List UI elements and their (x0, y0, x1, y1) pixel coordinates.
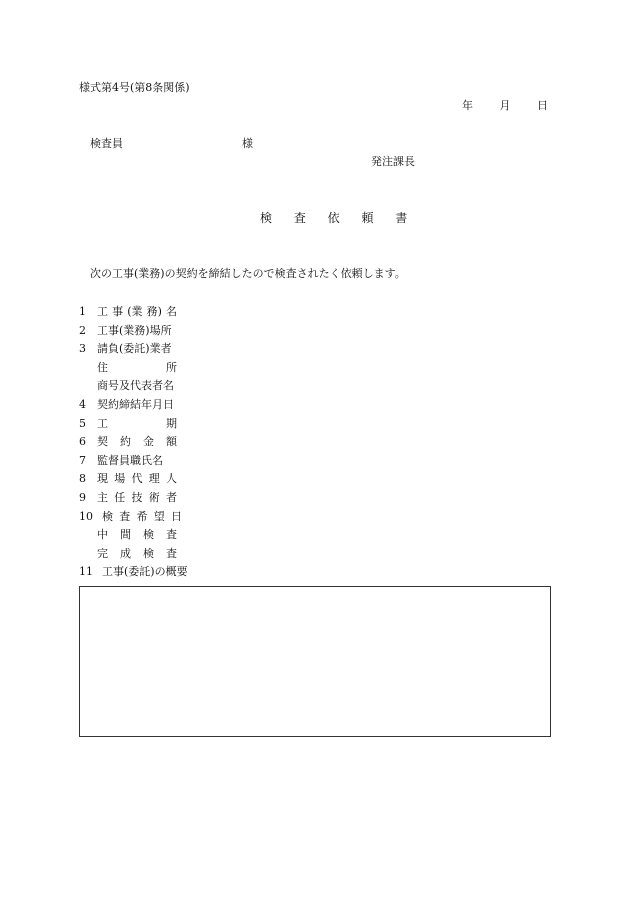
item-label: 完 成 検 査 (97, 547, 177, 560)
inspector-honorific: 様 (242, 137, 253, 150)
item-number: 5 (79, 417, 86, 430)
item-number: 2 (79, 324, 86, 337)
item-label: 契 約 金 額 (97, 435, 177, 448)
item-number: 3 (79, 342, 86, 355)
document-title: 検 査 依 頼 書 (260, 211, 417, 225)
item-label: 監督員職氏名 (97, 454, 163, 467)
form-number: 様式第4号(第8条関係) (79, 81, 190, 94)
item-number: 6 (79, 435, 86, 448)
item-number: 7 (79, 454, 86, 467)
item-label: 現 場 代 理 人 (97, 472, 177, 485)
item-number: 8 (79, 472, 86, 485)
sender-title: 発注課長 (371, 155, 415, 168)
item-label: 工事(業務)場所 (97, 324, 172, 337)
item-label: 主 任 技 術 者 (97, 491, 177, 504)
inspector-label: 検査員 (90, 137, 123, 150)
item-label: 工 期 (97, 417, 177, 430)
item-label: 契約締結年月日 (97, 398, 174, 411)
item-label: 工事(委託)の概要 (102, 565, 188, 578)
date-fields (462, 99, 548, 113)
item-number: 4 (79, 398, 86, 411)
intro-text: 次の工事(業務)の契約を締結したので検査されたく依頼します。 (90, 267, 406, 280)
item-number: 10 (79, 510, 93, 523)
date-month-label: 月 (499, 99, 511, 112)
item-label: 工 事 (業 務) 名 (97, 305, 177, 318)
item-label: 検 査 希 望 日 (102, 510, 182, 523)
date-year-label: 年 (462, 99, 473, 112)
item-number: 9 (79, 491, 86, 504)
item-label: 商号及代表者名 (97, 379, 174, 392)
item-label: 住 所 (97, 361, 177, 374)
summary-box[interactable] (79, 586, 551, 737)
item-number: 11 (79, 565, 93, 578)
item-label: 中 間 検 査 (97, 528, 177, 541)
date-day-label: 日 (537, 99, 548, 112)
item-number: 1 (79, 305, 86, 318)
item-label: 請負(委託)業者 (97, 342, 172, 355)
